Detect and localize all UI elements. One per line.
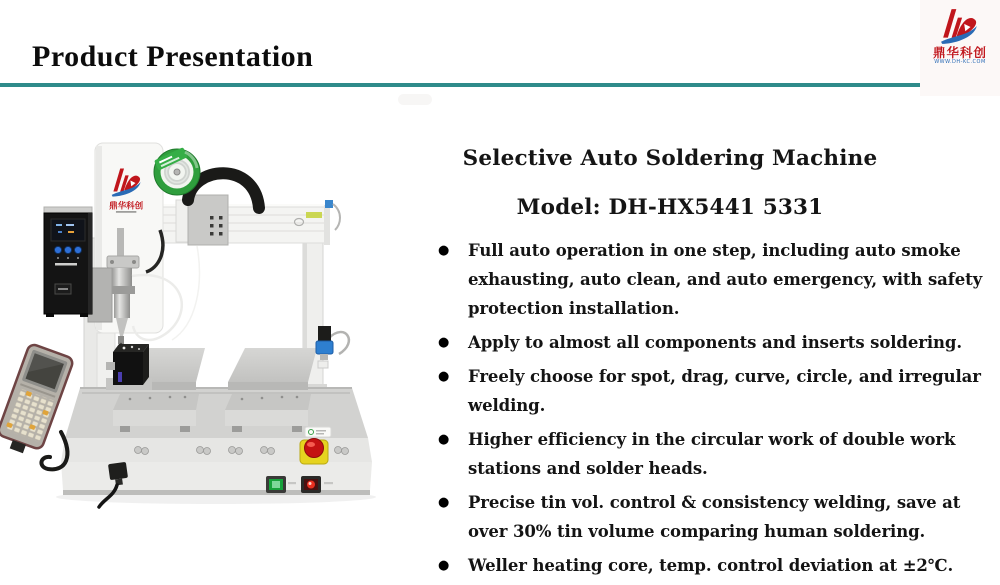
feature-list [438, 236, 998, 585]
bullet-icon: ● [438, 335, 450, 350]
product-headings [430, 146, 910, 220]
feature-text: Weller heating core, temp. control deviation at ±2℃. [468, 556, 954, 575]
bullet-icon: ● [438, 369, 450, 384]
feature-item [438, 551, 998, 580]
company-logo-icon [938, 6, 982, 46]
product-photo [0, 100, 430, 540]
feature-item [438, 362, 998, 420]
feature-item [438, 236, 998, 323]
bullet-icon: ● [438, 432, 450, 447]
controller-button [64, 246, 71, 253]
company-name: 鼎华科创 [932, 45, 987, 60]
tower-brand-text: 鼎华科创 [109, 201, 144, 212]
feature-text: Precise tin vol. control & consistency welding, save at over 30% tin volume comparing human soldering. [468, 493, 961, 541]
indicator-label [324, 482, 333, 484]
air-fitting [325, 200, 333, 208]
feature-text: Apply to almost all components and inserts soldering. [468, 333, 963, 352]
teach-pendant[interactable] [0, 343, 74, 459]
controller-button [74, 246, 81, 253]
feature-text: Freely choose for spot, drag, curve, circle, and irregular welding. [468, 367, 981, 415]
controller-button [54, 246, 61, 253]
emergency-stop-button[interactable] [300, 439, 328, 465]
bullet-icon: ● [438, 558, 450, 573]
bullet-icon: ● [438, 495, 450, 510]
company-logo [920, 0, 1000, 96]
feature-item [438, 328, 998, 357]
switch-label [288, 482, 296, 484]
work-station-right [225, 348, 317, 432]
header-divider [0, 83, 920, 87]
controller-display [51, 219, 85, 241]
product-model: Model: DH-HX5441 5331 [516, 195, 824, 220]
beam-warning-label [306, 212, 322, 218]
bullet-icon: ● [438, 243, 450, 258]
page-title: Product Presentation [32, 40, 314, 73]
company-website: WWW.DH-KC.COM [934, 59, 986, 65]
base-sticker [305, 427, 331, 437]
feature-text: Higher efficiency in the circular work of double work stations and solder heads. [468, 430, 956, 478]
indicator-light-red[interactable] [301, 476, 321, 493]
power-switch-green[interactable] [266, 476, 286, 493]
pneumatic-valve [316, 326, 349, 368]
feature-text: Full auto operation in one step, including auto smoke exhausting, auto clean, and auto emergency, with safety protection installation. [468, 241, 983, 318]
feature-item [438, 425, 998, 483]
feature-item [438, 488, 998, 546]
product-heading: Selective Auto Soldering Machine [462, 146, 878, 171]
